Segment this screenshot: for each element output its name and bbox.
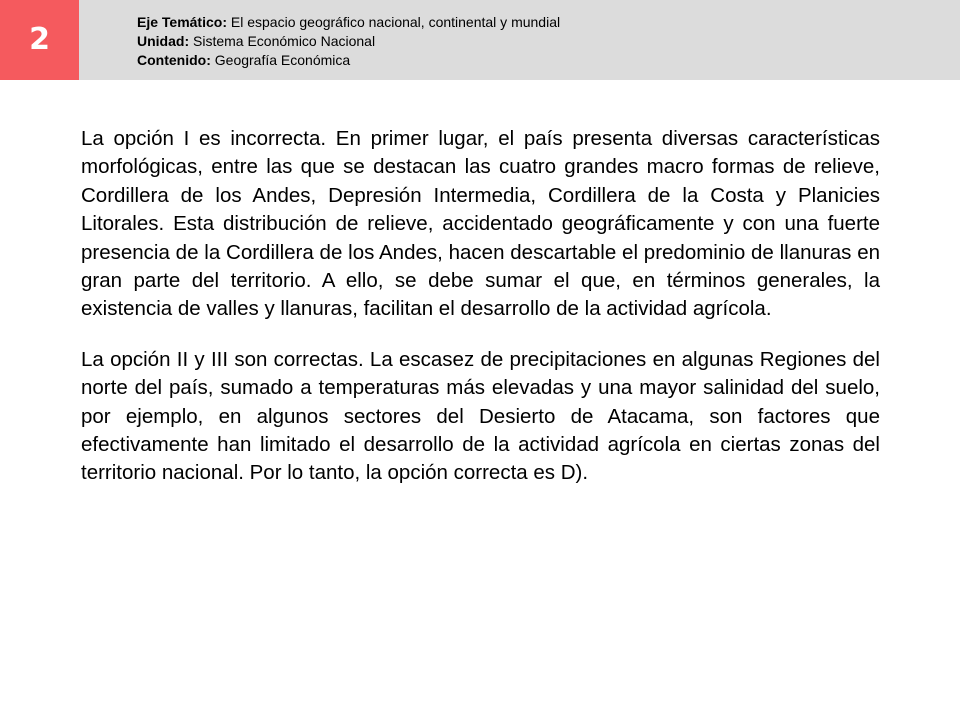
unidad-label: Unidad: — [137, 33, 190, 49]
slide-number-badge — [0, 0, 79, 80]
header-bar — [0, 0, 960, 80]
eje-tematico-line — [137, 13, 560, 32]
slide-number: 2 — [29, 22, 50, 57]
body-text — [81, 125, 880, 510]
contenido-value: Geografía Económica — [214, 52, 351, 68]
contenido-label: Contenido: — [137, 52, 211, 68]
unidad-value: Sistema Económico Nacional — [193, 33, 376, 49]
eje-tematico-value: El espacio geográfico nacional, continental y mundial — [230, 14, 561, 30]
paragraph-opcion-ii-iii: La opción II y III son correctas. La escasez de precipitaciones en algunas Regiones del norte del país, sumado a temperaturas más elevadas y una mayor salinidad del suelo, por ejemplo, en algunos sectores del Desierto de Atacama, son factores que efectivamente han limitado el desarrollo de la actividad agrícola en ciertas zonas del territorio nacional. Por lo tanto, la opción correcta es D). — [81, 347, 880, 485]
topic-info — [137, 13, 560, 70]
unidad-line — [137, 32, 560, 51]
contenido-line — [137, 51, 560, 70]
paragraph-opcion-i: La opción I es incorrecta. En primer lugar, el país presenta diversas características morfológicas, entre las que se destacan las cuatro grandes macro formas de relieve, Cordillera de los Andes, Depresión Intermedia, Cordillera de la Costa y Planicies Litorales. Esta distribución de relieve, accidentado geográficamente y con una fuerte presencia de la Cordillera de los Andes, hacen descartable el predominio de llanuras en gran parte del territorio. A ello, se debe sumar el que, en términos generales, la existencia de valles y llanuras, facilitan el desarrollo de la actividad agrícola. — [81, 127, 880, 321]
eje-tematico-label: Eje Temático: — [137, 14, 227, 30]
